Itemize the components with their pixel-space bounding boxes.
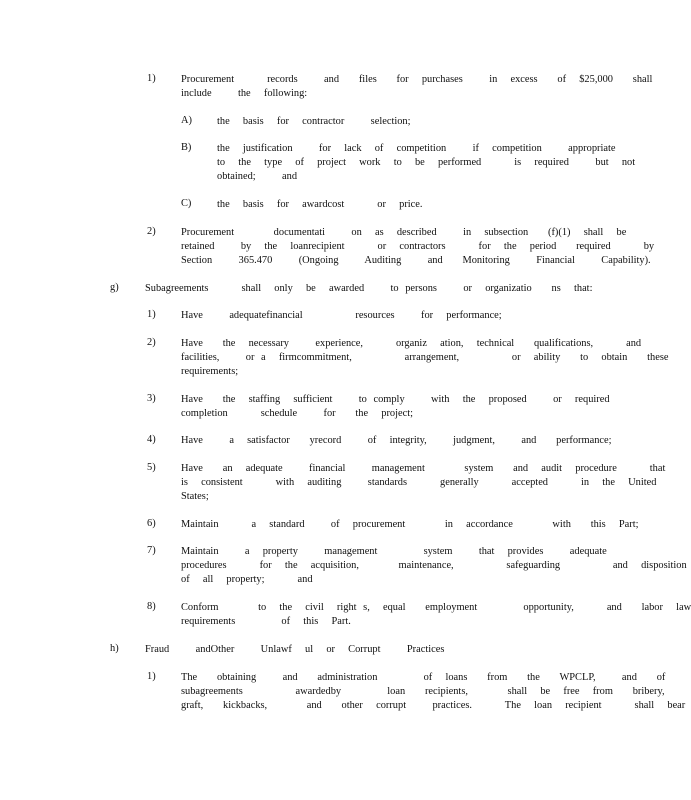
item-text: Have the necessary experience, organiz ation, technical qualifications, and facilities, or a firmcommitment, arrangement, or ability to obtain these requirements; [181,338,669,377]
item-label: 2) [147,337,156,348]
item-label: 2) [147,226,156,237]
item-label: 1) [147,309,156,320]
item-label: 5) [147,462,156,473]
item-label: B) [181,142,192,153]
item-label: A) [181,115,192,126]
item-label: 6) [147,518,156,529]
item-label: 4) [147,434,156,445]
item-label: 1) [147,73,156,84]
section-label: h) [110,643,119,654]
item-text: Have the staffing sufficient to comply with the proposed or required completion schedule for the project; [181,394,610,419]
item-text: Procurement documentati on as described in subsection (f)(1) shall be retained by the loanrecipient or contractors for the period required by Section 365.470 (Ongoing Auditing and Monitoring Financial Capability). [181,227,655,266]
item-text: The obtaining and administration of loans from the WPCLP, and of subagreements awardedby loan recipients, shall be free from bribery, graft, kickbacks, and other corrupt practices. The loan recipient shall bear [181,672,686,711]
item-label: 3) [147,393,156,404]
item-text: Have an adequate financial management system and audit procedure that is consistent with auditing standards generally accepted in the United States; [181,463,666,502]
item-label: C) [181,198,192,209]
section-title: Fraud andOther Unlawf ul or Corrupt Practices [145,644,445,655]
item-text: the basis for awardcost or price. [217,199,423,210]
item-text: the basis for contractor selection; [217,116,411,127]
item-text: Maintain a property management system that provides adequate procedures for the acquisition, maintenance, safeguarding and disposition of all property; and [181,546,687,585]
item-text: Have a satisfactor yrecord of integrity, judgment, and performance; [181,435,612,446]
item-label: 7) [147,545,156,556]
item-text: Conform to the civil right s, equal employment opportunity, and labor law requirements of this Part. [181,602,691,627]
item-text: the justification for lack of competition if competition appropriate to the type of project work to be performed is required but not obtained; and [217,143,636,182]
section-label: g) [110,282,119,293]
item-text: Procurement records and files for purchases in excess of $25,000 shall include the following: [181,74,653,99]
item-label: 8) [147,601,156,612]
item-label: 1) [147,671,156,682]
item-text: Maintain a standard of procurement in accordance with this Part; [181,519,639,530]
item-text: Have adequatefinancial resources for performance; [181,310,502,321]
section-title: Subagreements shall only be awarded to persons or organizatio ns that: [145,283,593,294]
